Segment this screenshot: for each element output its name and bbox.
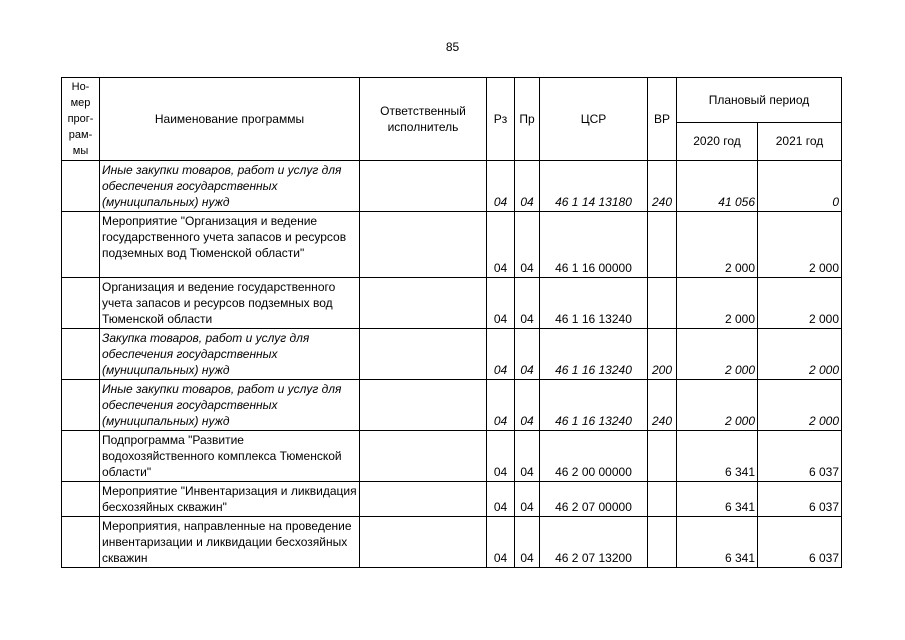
cell-2020-amount: 2 000 <box>677 278 758 329</box>
header-year-2020: 2020 год <box>677 122 758 160</box>
cell-executor <box>360 278 487 329</box>
cell-program-name: Иные закупки товаров, работ и услуг для обеспечения государственных (муниципальных) нужд <box>100 380 360 431</box>
cell-2021-amount: 6 037 <box>758 431 842 482</box>
header-plan-period: Плановый период <box>677 78 842 123</box>
cell-vr <box>648 517 677 568</box>
header-executor: Ответственный исполнитель <box>360 78 487 161</box>
cell-2020-amount: 6 341 <box>677 517 758 568</box>
header-program-number: Но-мер прог-рам-мы <box>62 78 100 161</box>
cell-pr: 04 <box>515 278 540 329</box>
cell-csr: 46 2 00 00000 <box>540 431 648 482</box>
header-program-name: Наименование программы <box>100 78 360 161</box>
cell-pr: 04 <box>515 212 540 278</box>
cell-2021-amount: 2 000 <box>758 329 842 380</box>
cell-2021-amount: 6 037 <box>758 482 842 517</box>
cell-rz: 04 <box>487 380 515 431</box>
cell-program-name: Мероприятие "Инвентаризация и ликвидация бесхозяйных скважин" <box>100 482 360 517</box>
cell-vr <box>648 431 677 482</box>
cell-program-name: Мероприятия, направленные на проведение инвентаризации и ликвидации бесхозяйных скважин <box>100 517 360 568</box>
cell-vr <box>648 482 677 517</box>
table-body <box>62 161 842 568</box>
cell-rz: 04 <box>487 212 515 278</box>
cell-rz: 04 <box>487 431 515 482</box>
cell-pr: 04 <box>515 431 540 482</box>
cell-executor <box>360 329 487 380</box>
table-row <box>62 517 842 568</box>
table-row <box>62 380 842 431</box>
budget-table <box>61 77 842 568</box>
cell-2020-amount: 6 341 <box>677 482 758 517</box>
cell-csr: 46 1 16 13240 <box>540 380 648 431</box>
cell-vr <box>648 212 677 278</box>
header-year-2021: 2021 год <box>758 122 842 160</box>
cell-rz: 04 <box>487 278 515 329</box>
cell-program-number <box>62 278 100 329</box>
cell-program-name: Организация и ведение государственного учета запасов и ресурсов подземных вод Тюменской области <box>100 278 360 329</box>
cell-csr: 46 1 16 13240 <box>540 278 648 329</box>
cell-program-name: Подпрограмма "Развитие водохозяйственного комплекса Тюменской области" <box>100 431 360 482</box>
cell-executor <box>360 212 487 278</box>
table-header <box>62 78 842 161</box>
cell-vr <box>648 278 677 329</box>
cell-program-number <box>62 431 100 482</box>
cell-rz: 04 <box>487 517 515 568</box>
cell-csr: 46 1 14 13180 <box>540 161 648 212</box>
table-row <box>62 161 842 212</box>
cell-program-name: Иные закупки товаров, работ и услуг для обеспечения государственных (муниципальных) нужд <box>100 161 360 212</box>
table-row <box>62 278 842 329</box>
cell-program-number <box>62 517 100 568</box>
cell-vr: 240 <box>648 380 677 431</box>
table-row <box>62 482 842 517</box>
cell-program-name: Мероприятие "Организация и ведение государственного учета запасов и ресурсов подземных вод Тюменской области" <box>100 212 360 278</box>
page-number: 85 <box>445 40 460 54</box>
cell-2020-amount: 2 000 <box>677 380 758 431</box>
cell-pr: 04 <box>515 329 540 380</box>
table-row <box>62 329 842 380</box>
cell-2020-amount: 6 341 <box>677 431 758 482</box>
cell-csr: 46 2 07 13200 <box>540 517 648 568</box>
cell-rz: 04 <box>487 161 515 212</box>
header-csr: ЦСР <box>540 78 648 161</box>
cell-program-number <box>62 212 100 278</box>
cell-vr: 240 <box>648 161 677 212</box>
cell-2021-amount: 6 037 <box>758 517 842 568</box>
cell-executor <box>360 482 487 517</box>
cell-pr: 04 <box>515 482 540 517</box>
cell-executor <box>360 431 487 482</box>
cell-rz: 04 <box>487 329 515 380</box>
cell-program-number <box>62 329 100 380</box>
cell-2021-amount: 2 000 <box>758 278 842 329</box>
cell-rz: 04 <box>487 482 515 517</box>
header-vr: ВР <box>648 78 677 161</box>
cell-csr: 46 1 16 13240 <box>540 329 648 380</box>
cell-executor <box>360 517 487 568</box>
cell-program-number <box>62 161 100 212</box>
table-row <box>62 212 842 278</box>
header-rz: Рз <box>487 78 515 161</box>
cell-vr: 200 <box>648 329 677 380</box>
cell-2020-amount: 2 000 <box>677 329 758 380</box>
cell-2021-amount: 2 000 <box>758 380 842 431</box>
cell-2020-amount: 2 000 <box>677 212 758 278</box>
cell-2021-amount: 2 000 <box>758 212 842 278</box>
cell-program-number <box>62 380 100 431</box>
cell-pr: 04 <box>515 161 540 212</box>
cell-pr: 04 <box>515 517 540 568</box>
cell-program-number <box>62 482 100 517</box>
cell-pr: 04 <box>515 380 540 431</box>
cell-executor <box>360 161 487 212</box>
cell-2020-amount: 41 056 <box>677 161 758 212</box>
cell-csr: 46 1 16 00000 <box>540 212 648 278</box>
cell-program-name: Закупка товаров, работ и услуг для обеспечения государственных (муниципальных) нужд <box>100 329 360 380</box>
cell-csr: 46 2 07 00000 <box>540 482 648 517</box>
cell-executor <box>360 380 487 431</box>
table-row <box>62 431 842 482</box>
cell-2021-amount: 0 <box>758 161 842 212</box>
header-pr: Пр <box>515 78 540 161</box>
